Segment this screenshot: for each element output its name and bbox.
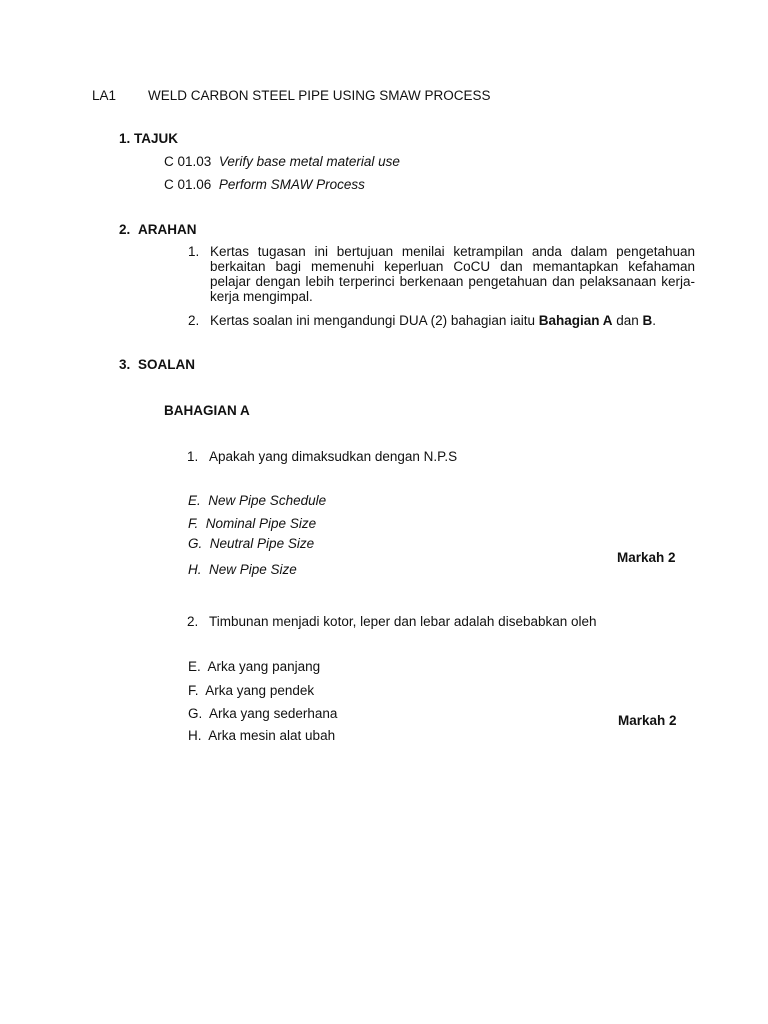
question-option	[188, 562, 297, 577]
marks-label: Markah 2	[618, 713, 677, 728]
tajuk-item-code: C 01.03	[164, 154, 212, 169]
arahan-item-text	[210, 313, 656, 328]
section-arahan-heading: ARAHAN	[138, 222, 197, 237]
section-arahan-number: 2.	[119, 222, 131, 237]
option-letter: E.	[188, 659, 201, 674]
tajuk-item-text: Verify base metal material use	[218, 154, 400, 169]
arahan-bold-part-b: B	[642, 313, 653, 328]
tajuk-item	[164, 177, 365, 192]
question-text: Timbunan menjadi kotor, leper dan lebar adalah disebabkan oleh	[209, 614, 597, 629]
question-option	[188, 516, 316, 531]
question-option	[188, 659, 320, 674]
section-soalan-heading: SOALAN	[138, 357, 195, 372]
option-letter: F.	[188, 683, 199, 698]
part-heading: BAHAGIAN A	[164, 403, 250, 418]
arahan-item-number: 1.	[188, 244, 200, 259]
option-text: Arka mesin alat ubah	[208, 728, 336, 743]
option-text: Neutral Pipe Size	[209, 536, 315, 551]
option-letter: G.	[188, 706, 203, 721]
arahan-text-segment: Kertas soalan ini mengandungi DUA (2) bahagian iaitu	[210, 313, 539, 328]
question-option	[188, 728, 335, 743]
arahan-item-text: Kertas tugasan ini bertujuan menilai ketrampilan anda dalam pengetahuan berkaitan bagi memenuhi keperluan CoCU dan memantapkan kefahaman pelajar dengan lebih terperinci berkenaan pengetahuan dan pelaksanaan kerja-kerja mengimpal.	[210, 244, 695, 304]
option-text: Arka yang panjang	[207, 659, 321, 674]
option-letter: F.	[188, 516, 199, 531]
option-text: Nominal Pipe Size	[205, 516, 317, 531]
arahan-text-segment: dan	[612, 313, 643, 328]
section-tajuk-heading: 1. TAJUK	[119, 131, 179, 146]
doc-title: WELD CARBON STEEL PIPE USING SMAW PROCESS	[148, 88, 491, 103]
option-text: Arka yang sederhana	[209, 706, 338, 721]
option-letter: H.	[188, 562, 202, 577]
doc-code: LA1	[92, 88, 117, 103]
option-text: New Pipe Schedule	[208, 493, 327, 508]
option-letter: H.	[188, 728, 202, 743]
arahan-bold-part-a: Bahagian A	[538, 313, 613, 328]
question-text: Apakah yang dimaksudkan dengan N.P.S	[209, 449, 458, 464]
question-option	[188, 683, 314, 698]
option-text: New Pipe Size	[209, 562, 297, 577]
tajuk-item	[164, 154, 400, 169]
section-soalan-number: 3.	[119, 357, 131, 372]
option-letter: G.	[188, 536, 203, 551]
question-number: 1.	[187, 449, 199, 464]
arahan-item-number: 2.	[188, 313, 200, 328]
option-text: Arka yang pendek	[205, 683, 315, 698]
marks-label: Markah 2	[617, 550, 676, 565]
option-letter: E.	[188, 493, 201, 508]
question-number: 2.	[187, 614, 199, 629]
tajuk-item-text: Perform SMAW Process	[218, 177, 365, 192]
question-option	[188, 536, 314, 551]
question-option	[188, 706, 337, 721]
question-option	[188, 493, 326, 508]
arahan-text-segment: .	[652, 313, 657, 328]
tajuk-item-code: C 01.06	[164, 177, 212, 192]
